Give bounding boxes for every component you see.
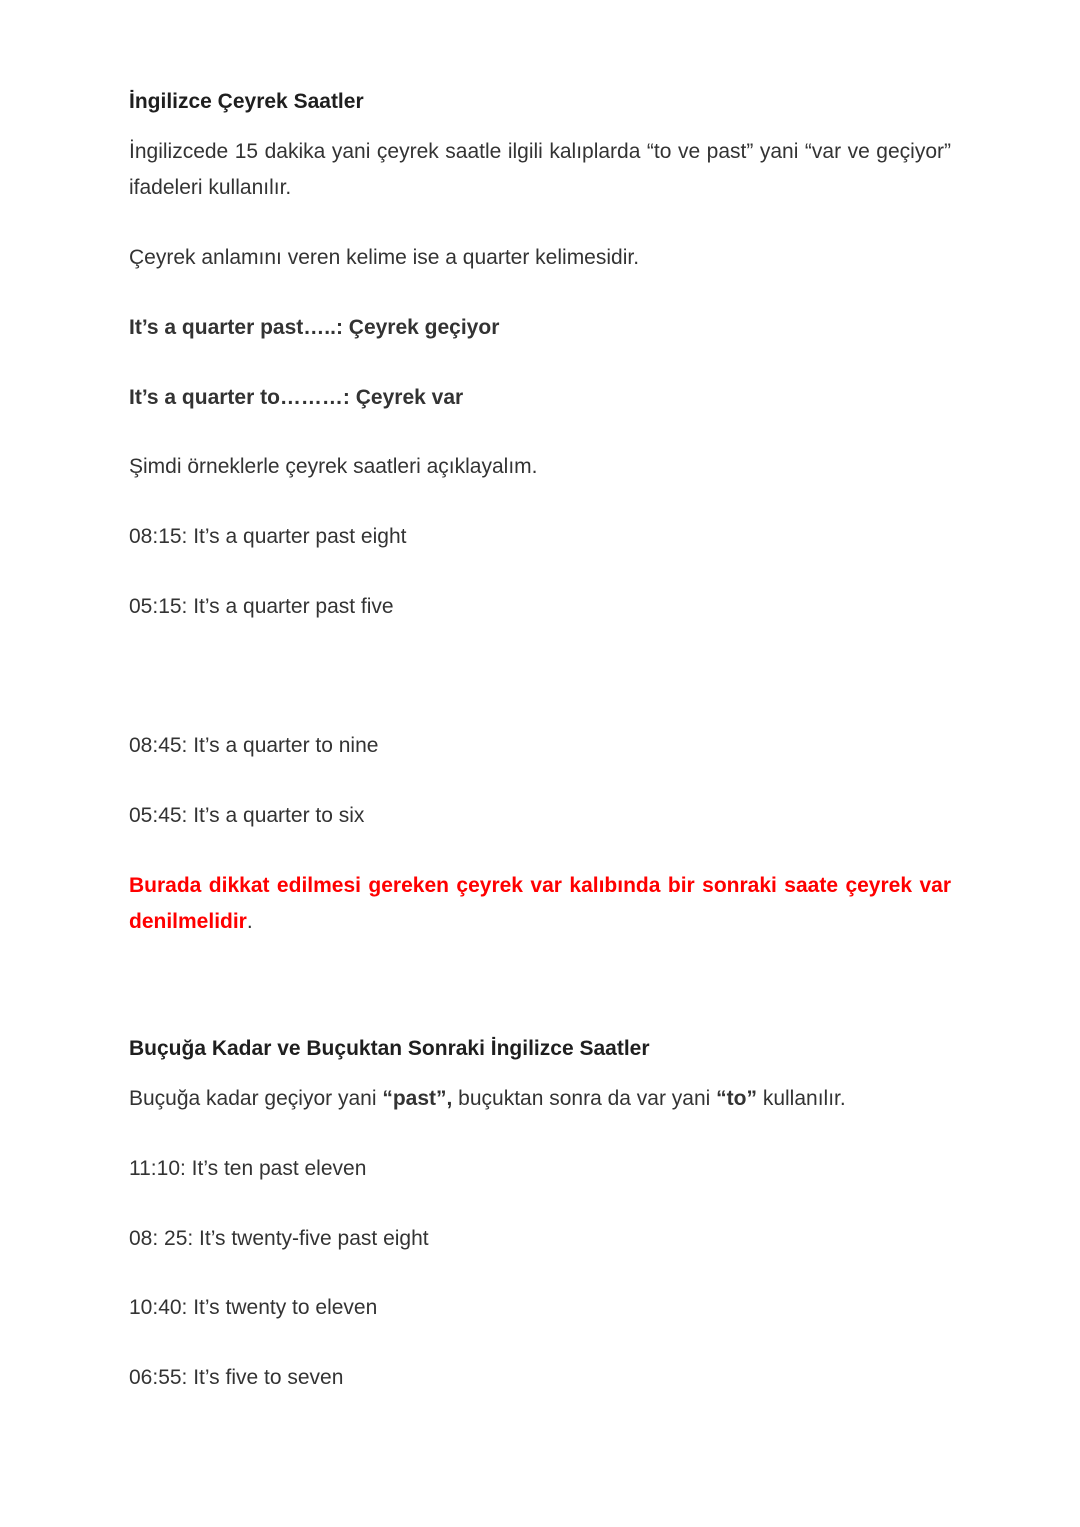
- example-line: 08: 25: It’s twenty-five past eight: [129, 1227, 429, 1250]
- example-line: 05:45: It’s a quarter to six: [129, 804, 365, 827]
- example-line: 06:55: It’s five to seven: [129, 1366, 344, 1389]
- warning-period: .: [246, 910, 253, 933]
- example-line: 08:45: It’s a quarter to nine: [129, 734, 379, 757]
- section-title-half-hours: Buçuğa Kadar ve Buçuktan Sonraki İngilizce Saatler: [129, 1037, 650, 1060]
- rule-part-2: buçuktan sonra da var yani: [452, 1087, 717, 1110]
- rule-to-keyword: “to”: [716, 1087, 757, 1110]
- examples-intro-text: Şimdi örneklerle çeyrek saatleri açıklayalım.: [129, 455, 538, 478]
- warning-paragraph: [129, 868, 951, 940]
- rule-part-1: Buçuğa kadar geçiyor yani: [129, 1087, 383, 1110]
- section-title-quarter-hours: İngilizce Çeyrek Saatler: [129, 90, 364, 113]
- example-line: 11:10: It’s ten past eleven: [129, 1157, 367, 1180]
- example-line: 05:15: It’s a quarter past five: [129, 595, 394, 618]
- rule-part-3: kullanılır.: [756, 1087, 846, 1110]
- pattern-quarter-to: It’s a quarter to………: Çeyrek var: [129, 386, 464, 409]
- half-hour-rule-text: [129, 1081, 846, 1117]
- quarter-meaning-text: Çeyrek anlamını veren kelime ise a quarter kelimesidir.: [129, 246, 640, 269]
- example-line: 08:15: It’s a quarter past eight: [129, 525, 407, 548]
- warning-text: Burada dikkat edilmesi gereken çeyrek var kalıbında bir sonraki saate çeyrek var denilmelidir: [129, 874, 951, 933]
- intro-paragraph: İngilizcede 15 dakika yani çeyrek saatle ilgili kalıplarda “to ve past” yani “var ve geçiyor” ifadeleri kullanılır.: [129, 140, 951, 199]
- example-line: 10:40: It’s twenty to eleven: [129, 1296, 378, 1319]
- rule-past-keyword: “past”,: [382, 1087, 453, 1110]
- pattern-quarter-past: It’s a quarter past…..: Çeyrek geçiyor: [129, 316, 500, 339]
